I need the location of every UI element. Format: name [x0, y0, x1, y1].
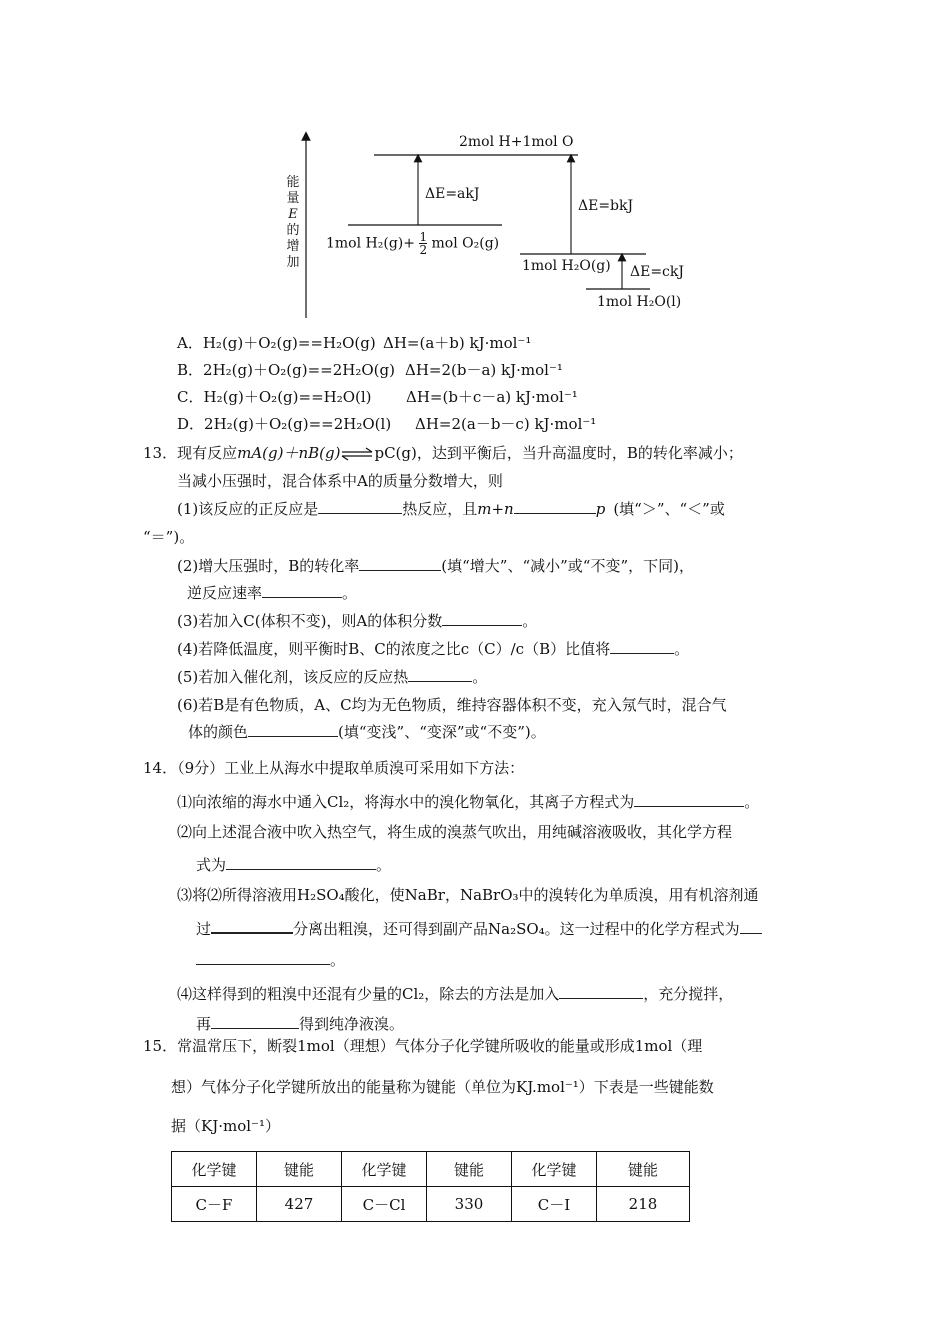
delta-c-label: ΔE=ckJ [630, 264, 684, 280]
option-enthalpy: ΔH=(b＋c－a) kJ·mol⁻¹ [406, 388, 578, 406]
bottom-level-label: 1mol H₂O(l) [597, 294, 682, 310]
q15-line2: 想）气体分子化学键所放出的能量称为键能（单位为KJ.mol⁻¹）下表是一些键能数 [171, 1078, 714, 1096]
q13-text: 。 [472, 668, 488, 686]
q14-title [143, 758, 524, 778]
q13-part4 [177, 639, 689, 659]
answer-blank[interactable] [226, 855, 376, 870]
answer-blank[interactable] [408, 667, 472, 682]
option-letter: D． [177, 415, 205, 433]
q13-part1-cont: “＝”)。 [143, 528, 195, 546]
left-level-label [326, 231, 499, 256]
q15-line3: 据（KJ·mol⁻¹） [171, 1117, 280, 1135]
option-equation: 2H₂(g)＋O₂(g)==2H₂O(g) [203, 361, 395, 379]
answer-blank[interactable] [514, 499, 596, 514]
q13-text: (4)若降低温度，则平衡时B、C的浓度之比c（C）/c（B）比值将 [177, 640, 611, 658]
q13-text: p [595, 500, 606, 518]
q14-text: 。 [744, 793, 760, 811]
q14-text: （9分）工业上从海水中提取单质溴可采用如下方法： [177, 759, 525, 777]
q14-step2-cont [196, 855, 391, 875]
q13-text: (1)该反应的正反应是 [177, 500, 319, 518]
answer-blank[interactable] [634, 792, 744, 807]
top-level-label: 2mol H+1mol O [459, 134, 574, 150]
q15-text: 常温常压下，断裂1mol（理想）气体分子化学键所吸收的能量或形成1mol（理 [177, 1037, 703, 1055]
q13-line1 [143, 443, 743, 463]
option-enthalpy: ΔH=2(b－a) kJ·mol⁻¹ [405, 361, 563, 379]
q14-step3-cont2 [196, 950, 345, 970]
q13-text: (填“增大”、“减小”或“不变”，下同)， [441, 557, 694, 575]
q14-text: 。 [376, 856, 392, 874]
mid-level-label: 1mol H₂O(g) [522, 258, 611, 274]
q13-part6-cont [188, 722, 546, 742]
q14-text: 。 [330, 951, 346, 969]
axis-char: E [288, 207, 298, 222]
q13-text: 逆反应速率 [187, 584, 263, 602]
table-header-row [172, 1152, 690, 1187]
option-equation: 2H₂(g)＋O₂(g)==2H₂O(l) [204, 415, 392, 433]
option-equation: H₂(g)＋O₂(g)==H₂O(g) [202, 334, 376, 352]
delta-a-label: ΔE=akJ [425, 186, 480, 202]
table-row [172, 1187, 690, 1222]
table-header-cell: 化学键 [172, 1152, 257, 1187]
q13-part3 [177, 611, 537, 631]
q14-step4 [177, 984, 733, 1004]
q14-text: ⑷这样得到的粗溴中还混有少量的Cl₂，除去的方法是加入 [177, 985, 560, 1003]
answer-blank[interactable] [211, 918, 293, 934]
bond-energy-table [171, 1151, 690, 1222]
answer-blank[interactable] [359, 556, 441, 571]
q13-reactants: mA(g)＋nB(g) [237, 444, 341, 462]
axis-char: 的 [286, 223, 300, 238]
option-enthalpy: ΔH=2(a－b－c) kJ·mol⁻¹ [415, 415, 597, 433]
equilibrium-arrow-icon [340, 447, 374, 461]
table-header-cell: 化学键 [512, 1152, 597, 1187]
option-b [177, 360, 563, 380]
q13-text: 。 [522, 612, 538, 630]
fraction-den: 2 [419, 243, 428, 257]
axis-char: 能 [286, 175, 300, 190]
answer-blank[interactable] [442, 611, 522, 626]
answer-blank[interactable] [262, 583, 342, 598]
q13-text: 。 [342, 584, 358, 602]
q13-text: m+n [477, 500, 514, 518]
q13-part2 [177, 556, 694, 576]
q13-text: (填“变浅”、“变深”或“不变”)。 [338, 723, 546, 741]
q13-text: (2)增大压强时，B的转化率 [177, 557, 360, 575]
q14-step3: ⑶将⑵所得溶液用H₂SO₄酸化，使NaBr，NaBrO₃中的溴转化为单质溴，用有机溶剂通 [177, 886, 759, 904]
q13-text: 热反应，且 [402, 500, 478, 518]
table-cell: 427 [257, 1187, 342, 1222]
table-cell: 330 [427, 1187, 512, 1222]
option-letter: C． [177, 388, 204, 406]
question-number: 13． [143, 444, 178, 462]
option-equation: H₂(g)＋O₂(g)==H₂O(l) [203, 388, 372, 406]
q14-step1 [177, 792, 759, 812]
table-header-cell: 键能 [597, 1152, 690, 1187]
q13-text: (3)若加入C(体积不变)，则A的体积分数 [177, 612, 443, 630]
q14-text: 再 [196, 1015, 212, 1033]
q14-step2: ⑵向上述混合液中吹入热空气，将生成的溴蒸气吹出，用纯碱溶液吸收，其化学方程 [177, 823, 733, 841]
table-cell: C－F [172, 1187, 257, 1222]
energy-axis-label [285, 175, 301, 271]
fraction-half [419, 231, 427, 256]
energy-level-diagram [270, 128, 650, 328]
q13-part1 [177, 499, 725, 519]
q13-text: (5)若加入催化剂，该反应的反应热 [177, 668, 409, 686]
left-level-tail: mol O₂(g) [431, 235, 500, 252]
answer-blank[interactable] [740, 919, 762, 934]
answer-blank[interactable] [318, 499, 402, 514]
table-cell: C－Cl [342, 1187, 427, 1222]
q13-part2-cont [187, 583, 357, 603]
fraction-num: 1 [419, 230, 428, 244]
answer-blank[interactable] [211, 1014, 299, 1029]
delta-b-label: ΔE=bkJ [578, 198, 634, 214]
q15-line1 [143, 1036, 702, 1056]
question-number: 14． [143, 759, 178, 777]
q13-part6: (6)若B是有色物质，A、C均为无色物质，维持容器体积不变，充入氖气时，混合气 [177, 696, 727, 714]
q14-step3-cont [196, 918, 762, 939]
option-letter: A． [177, 334, 203, 352]
q14-text: 式为 [196, 856, 227, 874]
option-letter: B． [177, 361, 204, 379]
q14-text: ⑴向浓缩的海水中通入Cl₂，将海水中的溴化物氧化，其离子方程式为 [177, 793, 635, 811]
axis-char: 量 [286, 191, 300, 206]
table-cell: 218 [597, 1187, 690, 1222]
q13-part5 [177, 667, 487, 687]
answer-blank[interactable] [559, 984, 643, 999]
q14-text: 分离出粗溴，还可得到副产品Na₂SO₄。这一过程中的化学方程式为 [293, 920, 740, 938]
q13-line2: 当减小压强时，混合体系中A的质量分数增大，则 [177, 472, 503, 490]
table-header-cell: 键能 [427, 1152, 512, 1187]
q14-text: ，充分搅拌， [643, 985, 734, 1003]
q13-text: (填“＞”、“＜”或 [613, 500, 725, 518]
axis-char: 加 [286, 255, 300, 270]
table-header-cell: 键能 [257, 1152, 342, 1187]
option-c [177, 387, 578, 407]
axis-char: 增 [286, 239, 300, 254]
q14-text: 过 [196, 920, 212, 938]
answer-blank[interactable] [196, 950, 330, 965]
q13-text: pC(g)，达到平衡后，当升高温度时，B的转化率减小； [374, 444, 743, 462]
table-header-cell: 化学键 [342, 1152, 427, 1187]
option-d [177, 414, 597, 434]
q13-text: 。 [674, 640, 690, 658]
q14-text: 得到纯净液溴。 [299, 1015, 405, 1033]
table-cell: C－I [512, 1187, 597, 1222]
option-a [177, 333, 532, 353]
answer-blank[interactable] [610, 639, 674, 654]
q13-text: 现有反应 [177, 444, 238, 462]
left-level-text: 1mol H₂(g)+ [326, 235, 415, 252]
option-enthalpy: ΔH=(a＋b) kJ·mol⁻¹ [383, 334, 532, 352]
q13-text: 体的颜色 [188, 723, 249, 741]
question-number: 15． [143, 1037, 178, 1055]
answer-blank[interactable] [248, 722, 338, 737]
q14-step4-cont [196, 1014, 404, 1034]
